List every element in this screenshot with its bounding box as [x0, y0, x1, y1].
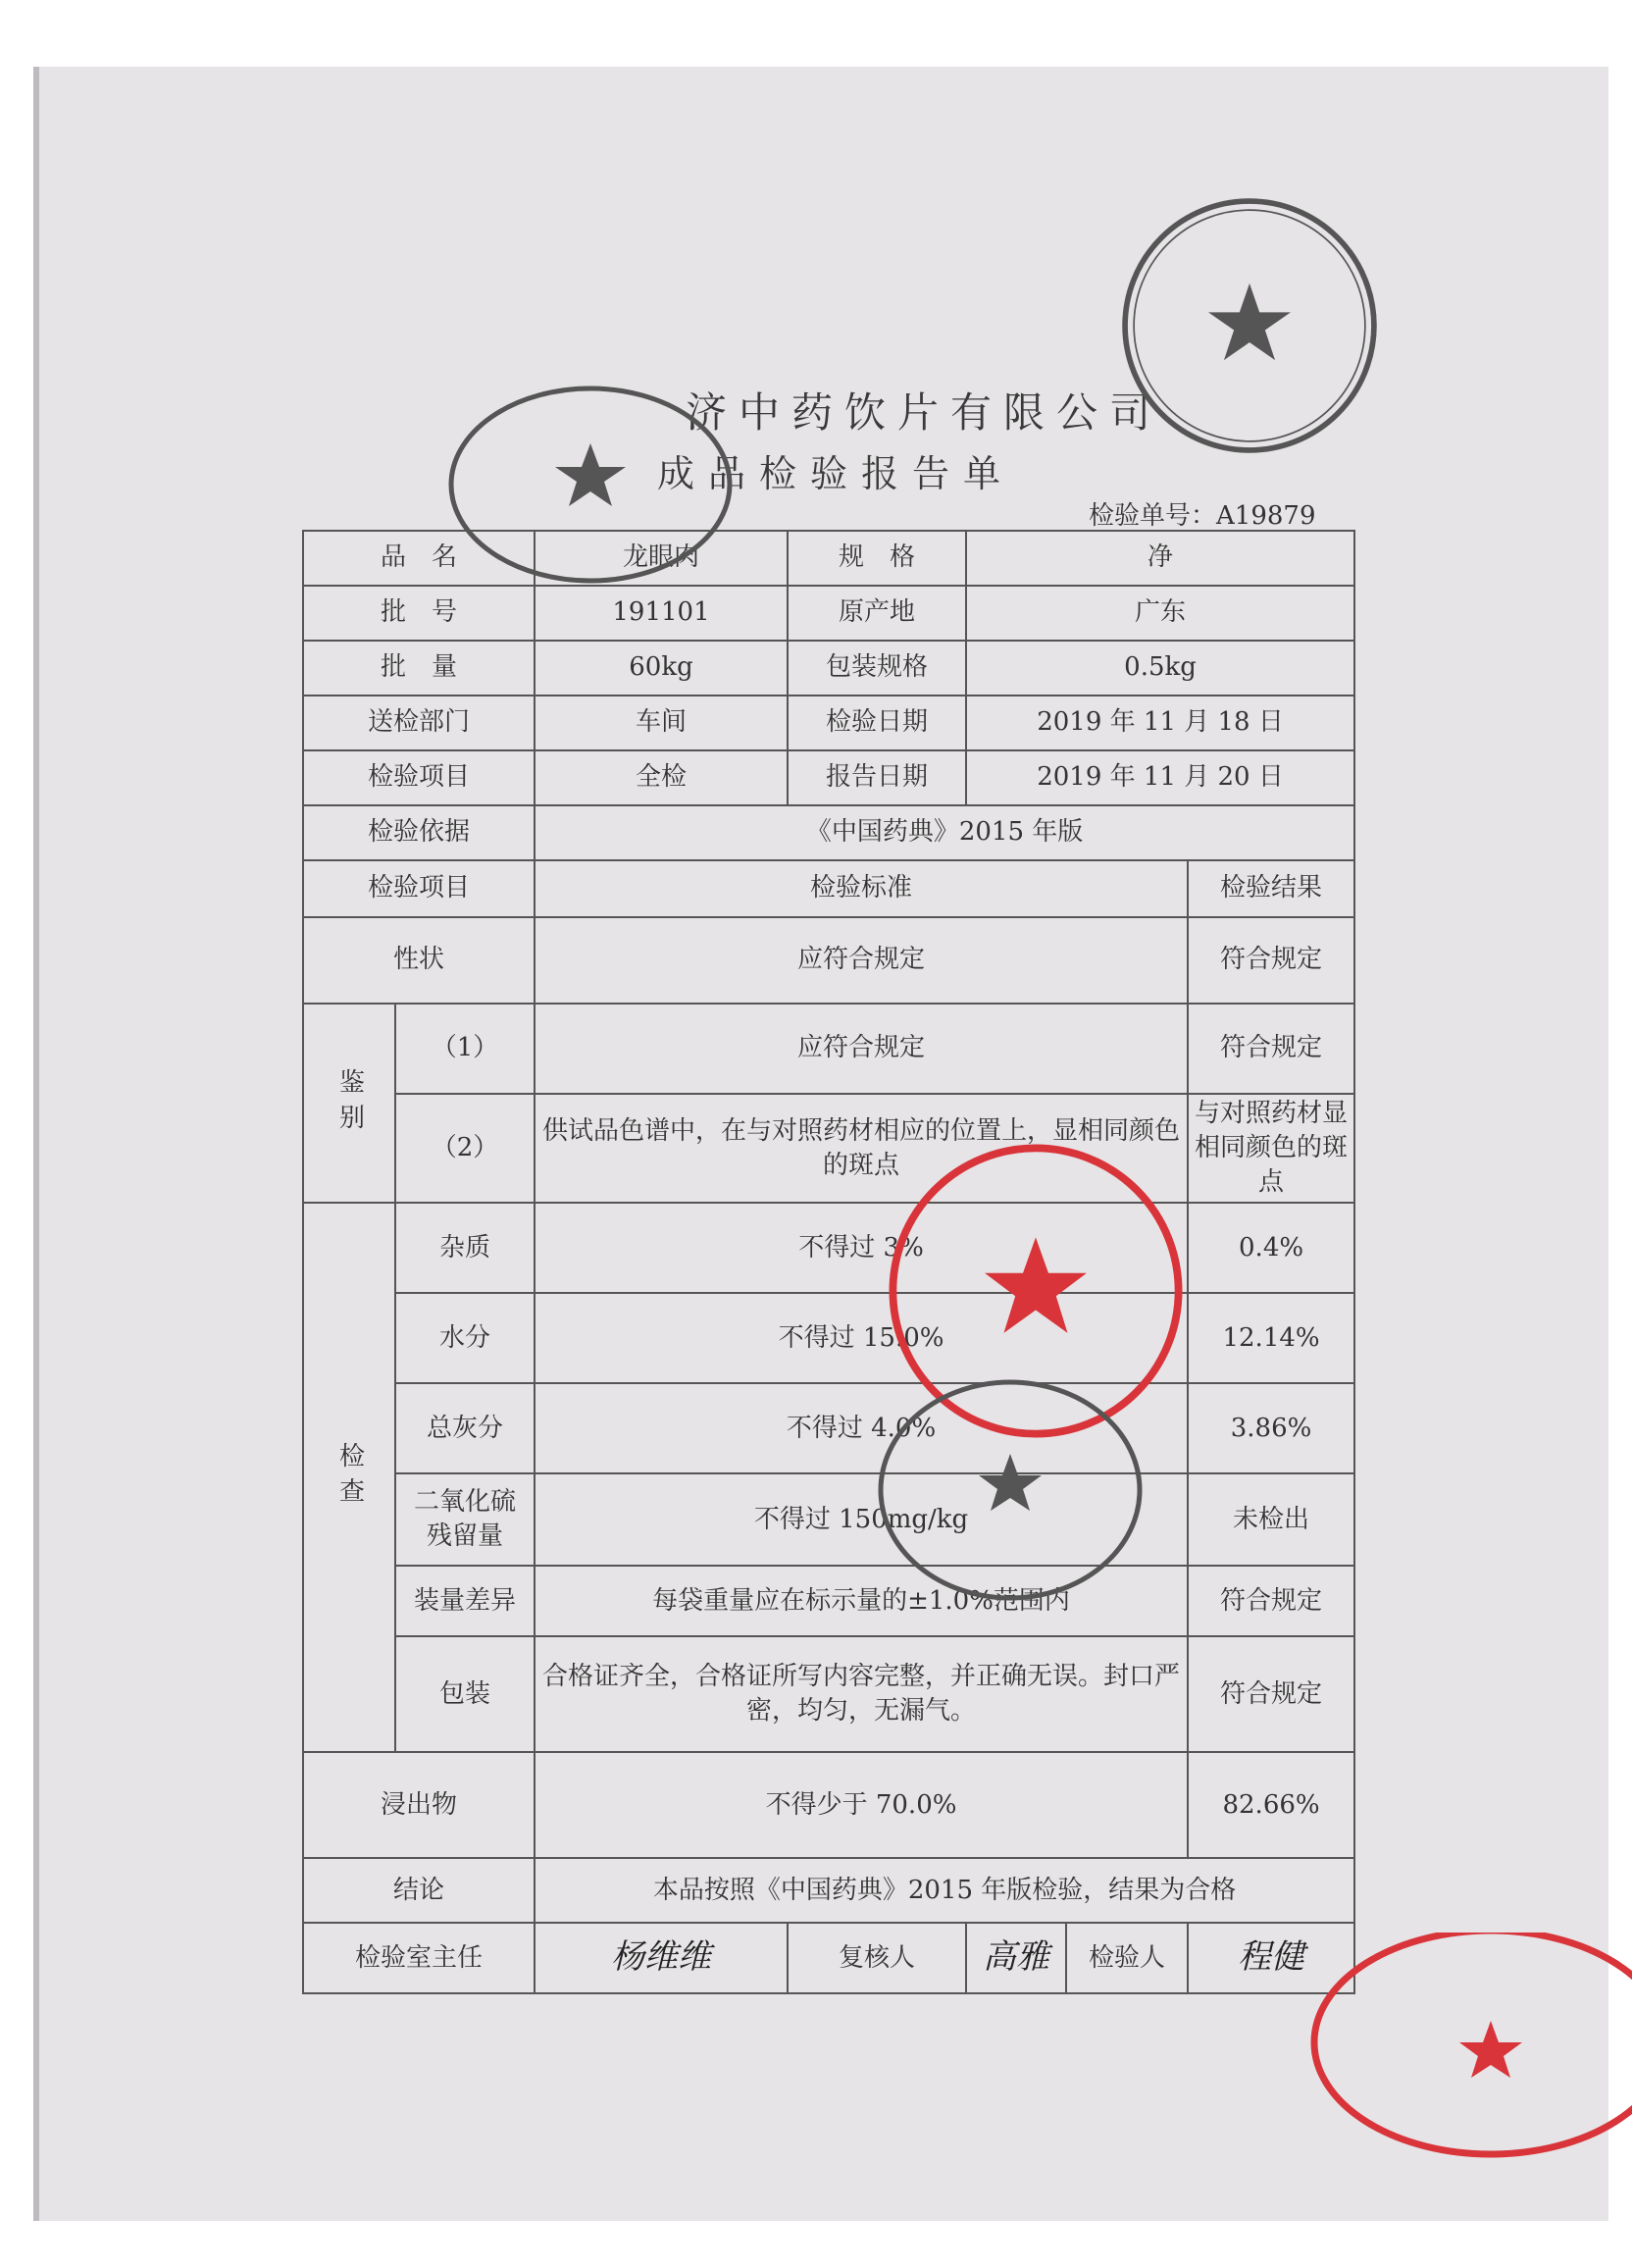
- origin-value: 广东: [966, 586, 1354, 641]
- origin-label: 原产地: [788, 586, 966, 641]
- pack-spec-label: 包装规格: [788, 641, 966, 696]
- table-row: [303, 1858, 1354, 1923]
- name-value: 龙眼肉: [535, 531, 788, 586]
- table-row: [303, 805, 1354, 860]
- so2-label: 二氧化硫残留量: [395, 1473, 535, 1566]
- test-date-label: 检验日期: [788, 696, 966, 750]
- conclusion-value: 本品按照《中国药典》2015 年版检验，结果为合格: [535, 1858, 1354, 1923]
- table-row: [303, 531, 1354, 586]
- ash-label: 总灰分: [395, 1383, 535, 1473]
- ident2-result: 与对照药材显相同颜色的斑点: [1188, 1094, 1354, 1203]
- packaging-result: 符合规定: [1188, 1636, 1354, 1752]
- fill-variance-label: 装量差异: [395, 1566, 535, 1636]
- extract-result: 82.66%: [1188, 1752, 1354, 1858]
- basis-value: 《中国药典》2015 年版: [535, 805, 1354, 860]
- table-row: [303, 1203, 1354, 1293]
- fill-variance-result: 符合规定: [1188, 1566, 1354, 1636]
- company-title: 济中药饮片有限公司: [685, 388, 1162, 437]
- so2-standard: 不得过 150mg/kg: [535, 1473, 1188, 1566]
- dept-value: 车间: [535, 696, 788, 750]
- table-row: [303, 1752, 1354, 1858]
- reviewer-label: 复核人: [788, 1923, 966, 1993]
- impurity-result: 0.4%: [1188, 1203, 1354, 1293]
- table-row: [303, 750, 1354, 805]
- ident2-standard: 供试品色谱中，在与对照药材相应的位置上，显相同颜色的斑点: [535, 1094, 1188, 1203]
- inspector-signature: 程健: [1188, 1923, 1354, 1993]
- director-signature: 杨维维: [535, 1923, 788, 1993]
- inspector-label: 检验人: [1066, 1923, 1188, 1993]
- table-row: [303, 641, 1354, 696]
- check-group-label: 检查: [303, 1203, 395, 1752]
- signature-row: [303, 1923, 1354, 1993]
- fill-variance-standard: 每袋重量应在标示量的±1.0%范围内: [535, 1566, 1188, 1636]
- appearance-label: 性状: [303, 917, 535, 1004]
- inspection-report-table: [302, 530, 1355, 1994]
- report-number: 检验单号：A19879: [1089, 501, 1316, 531]
- so2-result: 未检出: [1188, 1473, 1354, 1566]
- table-row: [303, 1636, 1354, 1752]
- ident1-result: 符合规定: [1188, 1004, 1354, 1094]
- item-value: 全检: [535, 750, 788, 805]
- test-date-value: 2019 年 11 月 18 日: [966, 696, 1354, 750]
- basis-label: 检验依据: [303, 805, 535, 860]
- reviewer-signature: 高雅: [966, 1923, 1066, 1993]
- table-row: [303, 917, 1354, 1004]
- column-header-row: [303, 860, 1354, 917]
- table-row: [303, 696, 1354, 750]
- moisture-label: 水分: [395, 1293, 535, 1383]
- packaging-label: 包装: [395, 1636, 535, 1752]
- packaging-standard: 合格证齐全，合格证所写内容完整，并正确无误。封口严密，均匀，无漏气。: [535, 1636, 1188, 1752]
- table-row: [303, 1094, 1354, 1203]
- spec-value: 净: [966, 531, 1354, 586]
- dept-label: 送检部门: [303, 696, 535, 750]
- quantity-label: 批 量: [303, 641, 535, 696]
- ident1-label: （1）: [395, 1004, 535, 1094]
- moisture-result: 12.14%: [1188, 1293, 1354, 1383]
- table-row: [303, 1293, 1354, 1383]
- table-row: [303, 586, 1354, 641]
- ident2-label: （2）: [395, 1094, 535, 1203]
- ident1-standard: 应符合规定: [535, 1004, 1188, 1094]
- spec-label: 规 格: [788, 531, 966, 586]
- name-label: 品 名: [303, 531, 535, 586]
- ash-standard: 不得过 4.0%: [535, 1383, 1188, 1473]
- appearance-result: 符合规定: [1188, 917, 1354, 1004]
- report-title: 成品检验报告单: [656, 452, 1014, 495]
- item-label: 检验项目: [303, 750, 535, 805]
- ash-result: 3.86%: [1188, 1383, 1354, 1473]
- identification-group-label: 鉴别: [303, 1004, 395, 1203]
- column-standard: 检验标准: [535, 860, 1188, 917]
- quantity-value: 60kg: [535, 641, 788, 696]
- table-row: [303, 1473, 1354, 1566]
- extract-label: 浸出物: [303, 1752, 535, 1858]
- impurity-standard: 不得过 3%: [535, 1203, 1188, 1293]
- pack-spec-value: 0.5kg: [966, 641, 1354, 696]
- batch-value: 191101: [535, 586, 788, 641]
- appearance-standard: 应符合规定: [535, 917, 1188, 1004]
- batch-label: 批 号: [303, 586, 535, 641]
- report-date-label: 报告日期: [788, 750, 966, 805]
- table-row: [303, 1383, 1354, 1473]
- extract-standard: 不得少于 70.0%: [535, 1752, 1188, 1858]
- conclusion-label: 结论: [303, 1858, 535, 1923]
- moisture-standard: 不得过 15.0%: [535, 1293, 1188, 1383]
- impurity-label: 杂质: [395, 1203, 535, 1293]
- column-result: 检验结果: [1188, 860, 1354, 917]
- table-row: [303, 1566, 1354, 1636]
- report-date-value: 2019 年 11 月 20 日: [966, 750, 1354, 805]
- director-label: 检验室主任: [303, 1923, 535, 1993]
- column-item: 检验项目: [303, 860, 535, 917]
- table-row: [303, 1004, 1354, 1094]
